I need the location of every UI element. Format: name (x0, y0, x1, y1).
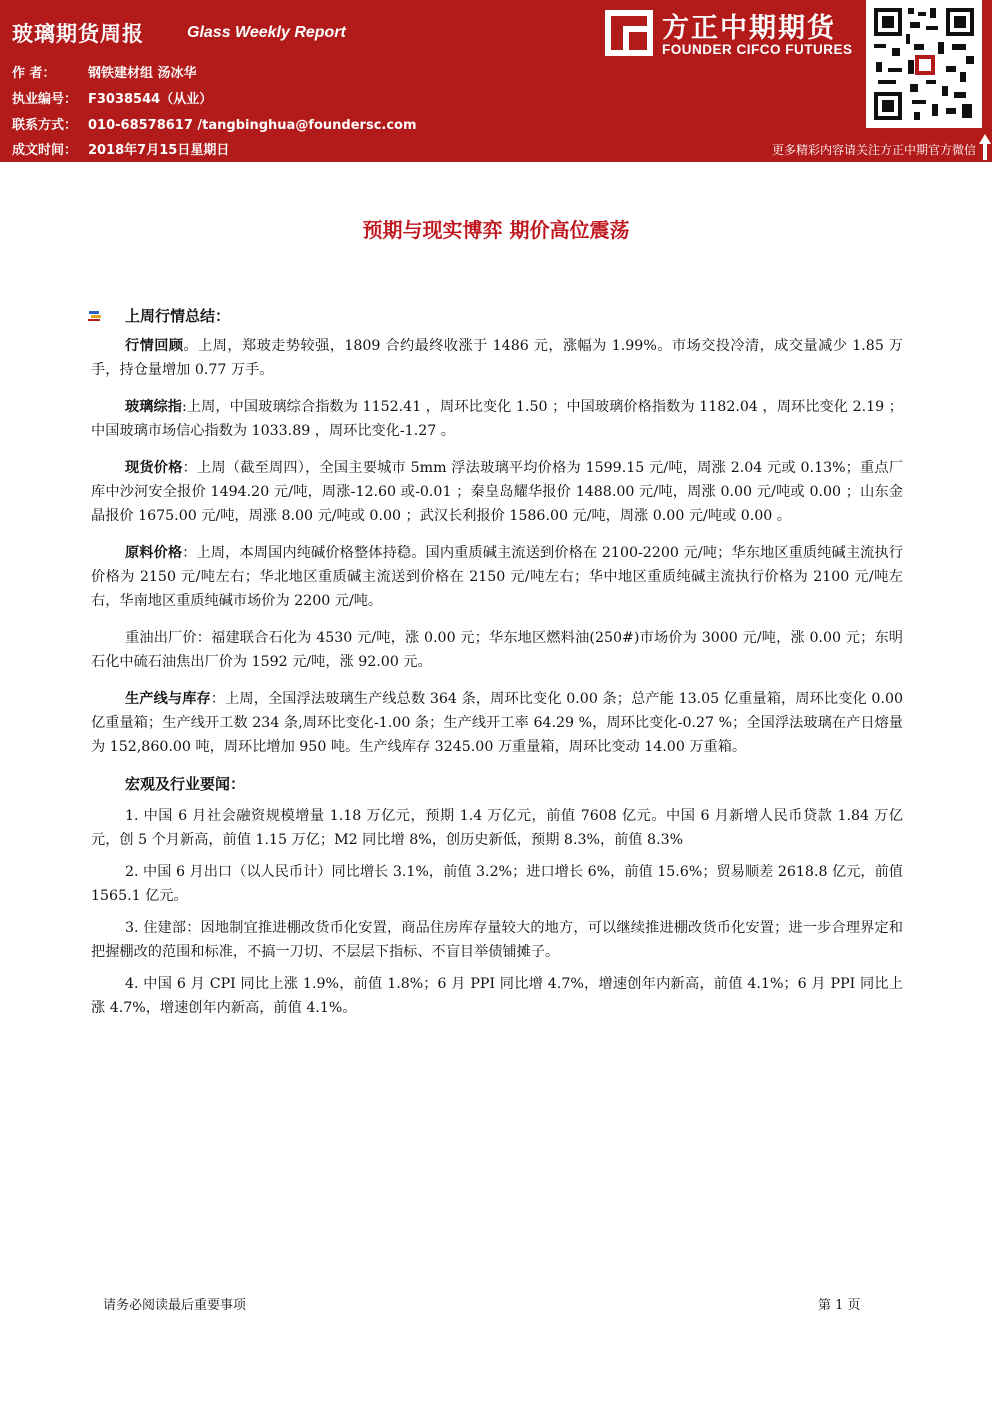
summary-heading (91, 304, 903, 328)
arrow-up-icon (978, 132, 992, 162)
report-title: 玻璃期货周报 (12, 22, 144, 46)
summary-heading-text: 上周行情总结： (125, 307, 231, 325)
license-label: 执业编号： (12, 92, 78, 107)
author-value: 钢铁建材组 汤冰华 (88, 66, 197, 81)
paragraph-label: 玻璃综指 (125, 399, 183, 415)
paragraph-text: ：上周（截至周四），全国主要城市 5mm 浮法玻璃平均价格为 1599.15 元/吨，周涨 2.04 元或 0.13%；重点厂库中沙河安全报价 1494.20 元/吨，周涨-12.60 或-0.01 ；秦皇岛耀华报价 1488.00 元/吨，周涨 0.00 元/吨或 0.00 ；山东金晶报价 1675.00 元/吨，周涨 8.00 元/吨或 0.00 ；武汉长利报价 1586.00 元/吨，周涨 0.00 元/吨或 0.00 。 (91, 460, 903, 524)
author-row (12, 62, 197, 81)
license-row (12, 88, 212, 107)
contact-row (12, 114, 417, 133)
paragraph-text: 。上周，郑玻走势较强，1809 合约最终收涨于 1486 元，涨幅为 1.99%。市场交投冷清，成交量减少 1.85 万手，持仓量增加 0.77 万手。 (91, 338, 903, 378)
brand-name-en: FOUNDER CIFCO FUTURES (662, 42, 853, 57)
paragraph-label: 现货价格 (125, 460, 183, 476)
paragraph-text: ：上周，本周国内纯碱价格整体持稳。国内重质碱主流送到价格在 2100-2200 元/吨；华东地区重质纯碱主流执行价格为 2150 元/吨左右；华北地区重质碱主流送到价格在 2150 元/吨左右；华中地区重质纯碱主流执行价格为 2100 元/吨左右，华南地区重质纯碱市场价为 2200 元/吨。 (91, 545, 903, 609)
bullet-icon (87, 309, 103, 323)
paragraph-text: 重油出厂价：福建联合石化为 4530 元/吨，涨 0.00 元；华东地区燃料油(250#)市场价为 3000 元/吨，涨 0.00 元；东明石化中硫石油焦出厂价为 1592 元/吨，涨 92.00 元。 (91, 630, 903, 670)
macro-heading: 宏观及行业要闻： (125, 775, 246, 793)
date-row (12, 139, 229, 158)
founder-logo-icon (605, 10, 653, 56)
paragraph-label: 原料价格 (125, 545, 183, 561)
report-body (91, 304, 903, 1028)
contact-label: 联系方式： (12, 118, 78, 133)
summary-paragraph (91, 395, 903, 443)
summary-paragraph (91, 626, 903, 674)
follow-wechat-text: 更多精彩内容请关注方正中期官方微信 (771, 143, 976, 157)
paragraph-label: 生产线与库存 (125, 691, 211, 707)
author-label: 作 者： (12, 66, 56, 81)
summary-paragraph (91, 541, 903, 613)
paragraph-label: 行情回顾 (125, 338, 184, 354)
date-value: 2018年7月15日星期日 (88, 143, 230, 158)
report-subtitle: Glass Weekly Report (187, 24, 346, 41)
news-item: 3. 住建部：因地制宜推进棚改货币化安置，商品住房库存量较大的地方，可以继续推进棚改货币化安置；进一步合理界定和把握棚改的范围和标准，不搞一刀切、不层层下指标、不盲目举债铺摊子。 (91, 920, 903, 960)
page-number: 第 1 页 (818, 1298, 861, 1313)
paragraph-text: :上周，中国玻璃综合指数为 1152.41 ，周环比变化 1.50 ；中国玻璃价格指数为 1182.04 ，周环比变化 2.19 ；中国玻璃市场信心指数为 1033.89 ，周环比变化-1.27 。 (91, 399, 903, 439)
page-title: 预期与现实博弈 期价高位震荡 (362, 218, 630, 242)
report-header (0, 0, 992, 162)
license-value: F3038544（从业） (88, 92, 213, 107)
summary-paragraph (91, 456, 903, 528)
qr-code-icon (866, 0, 982, 128)
news-item: 1. 中国 6 月社会融资规模增量 1.18 万亿元，预期 1.4 万亿元，前值 7608 亿元。中国 6 月新增人民币贷款 1.84 万亿元，创 5 个月新高，前值 1.15 万亿；M2 同比增 8%，创历史新低，预期 8.3%，前值 8.3% (91, 808, 903, 848)
summary-paragraph (91, 687, 903, 759)
news-item: 2. 中国 6 月出口（以人民币计）同比增长 3.1%，前值 3.2%；进口增长 6%，前值 15.6%；贸易顺差 2618.8 亿元，前值 1565.1 亿元。 (91, 864, 903, 904)
paragraph-text: ：上周，全国浮法玻璃生产线总数 364 条，周环比变化 0.00 条；总产能 13.05 亿重量箱，周环比变化 0.00 亿重量箱；生产线开工数 234 条,周环比变化-1.00 条；生产线开工率 64.29 %，周环比变化-0.27 %；全国浮法玻璃在产日熔量为 152,860.00 吨，周环比增加 950 吨。生产线库存 3245.00 万重量箱，周环比变动 14.00 万重箱。 (91, 691, 903, 755)
contact-value: 010-68578617 /tangbinghua@foundersc.com (88, 118, 417, 133)
footer-notice: 请务必阅读最后重要事项 (103, 1298, 247, 1313)
news-item: 4. 中国 6 月 CPI 同比上涨 1.9%，前值 1.8%；6 月 PPI 同比增 4.7%，增速创年内新高，前值 4.1%；6 月 PPI 同比上涨 4.7%，增速创年内新高，前值 4.1%。 (91, 976, 903, 1016)
brand-name-cn: 方正中期期货 (662, 13, 836, 44)
summary-paragraph (91, 334, 903, 382)
date-label: 成文时间： (12, 143, 78, 158)
